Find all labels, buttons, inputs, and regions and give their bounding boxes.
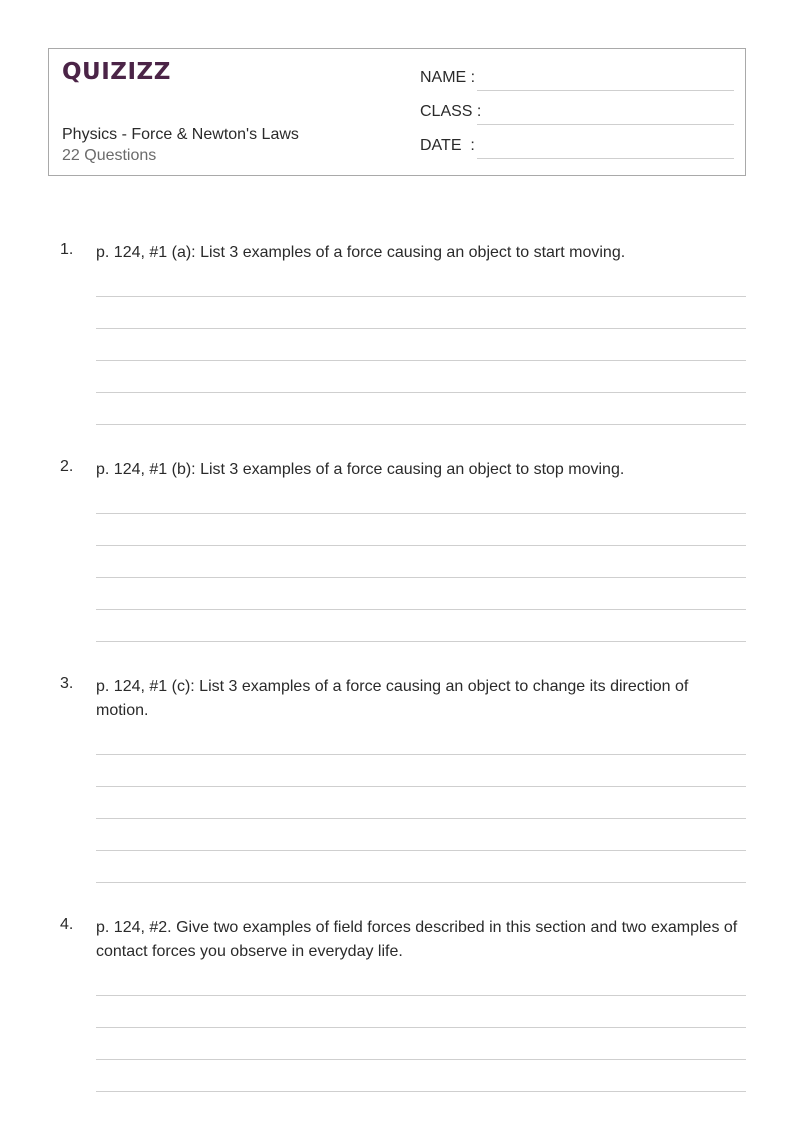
answer-line[interactable] (96, 754, 746, 755)
question-number: 3. (60, 675, 74, 692)
answer-line[interactable] (96, 1091, 746, 1092)
question-number: 2. (60, 458, 74, 475)
name-label: NAME : (420, 69, 476, 86)
answer-line[interactable] (96, 360, 746, 361)
answer-line[interactable] (96, 786, 746, 787)
answer-line[interactable] (96, 296, 746, 297)
question-text: p. 124, #1 (c): List 3 examples of a force causing an object to change its direction of motion. (96, 678, 689, 719)
question-text: p. 124, #2. Give two examples of field forces described in this section and two examples of contact forces you observe in everyday life. (96, 919, 738, 960)
quizizz-logo: QUIZIZZ (62, 59, 171, 85)
question-2 (60, 458, 746, 648)
question-3 (60, 675, 746, 889)
worksheet-header (48, 48, 746, 176)
date-field[interactable] (420, 137, 734, 161)
answer-line[interactable] (96, 609, 746, 610)
answer-line[interactable] (96, 850, 746, 851)
answer-line[interactable] (96, 882, 746, 883)
answer-line[interactable] (96, 1027, 746, 1028)
date-label: DATE : (420, 137, 475, 154)
answer-line[interactable] (96, 818, 746, 819)
answer-line[interactable] (96, 424, 746, 425)
date-line[interactable] (477, 158, 734, 159)
question-number: 4. (60, 916, 74, 933)
question-4 (60, 916, 746, 1096)
worksheet-title: Physics - Force & Newton's Laws (62, 126, 299, 143)
answer-line[interactable] (96, 577, 746, 578)
class-field[interactable] (420, 103, 734, 127)
answer-line[interactable] (96, 1059, 746, 1060)
question-text: p. 124, #1 (a): List 3 examples of a force causing an object to start moving. (96, 244, 626, 261)
question-1 (60, 241, 746, 431)
question-count: 22 Questions (62, 147, 157, 164)
answer-line[interactable] (96, 513, 746, 514)
answer-line[interactable] (96, 995, 746, 996)
answer-line[interactable] (96, 328, 746, 329)
question-number: 1. (60, 241, 74, 258)
answer-line[interactable] (96, 545, 746, 546)
class-line[interactable] (477, 124, 734, 125)
name-line[interactable] (477, 90, 734, 91)
answer-line[interactable] (96, 641, 746, 642)
question-text: p. 124, #1 (b): List 3 examples of a force causing an object to stop moving. (96, 461, 625, 478)
name-field[interactable] (420, 69, 734, 93)
answer-line[interactable] (96, 392, 746, 393)
class-label: CLASS : (420, 103, 482, 120)
